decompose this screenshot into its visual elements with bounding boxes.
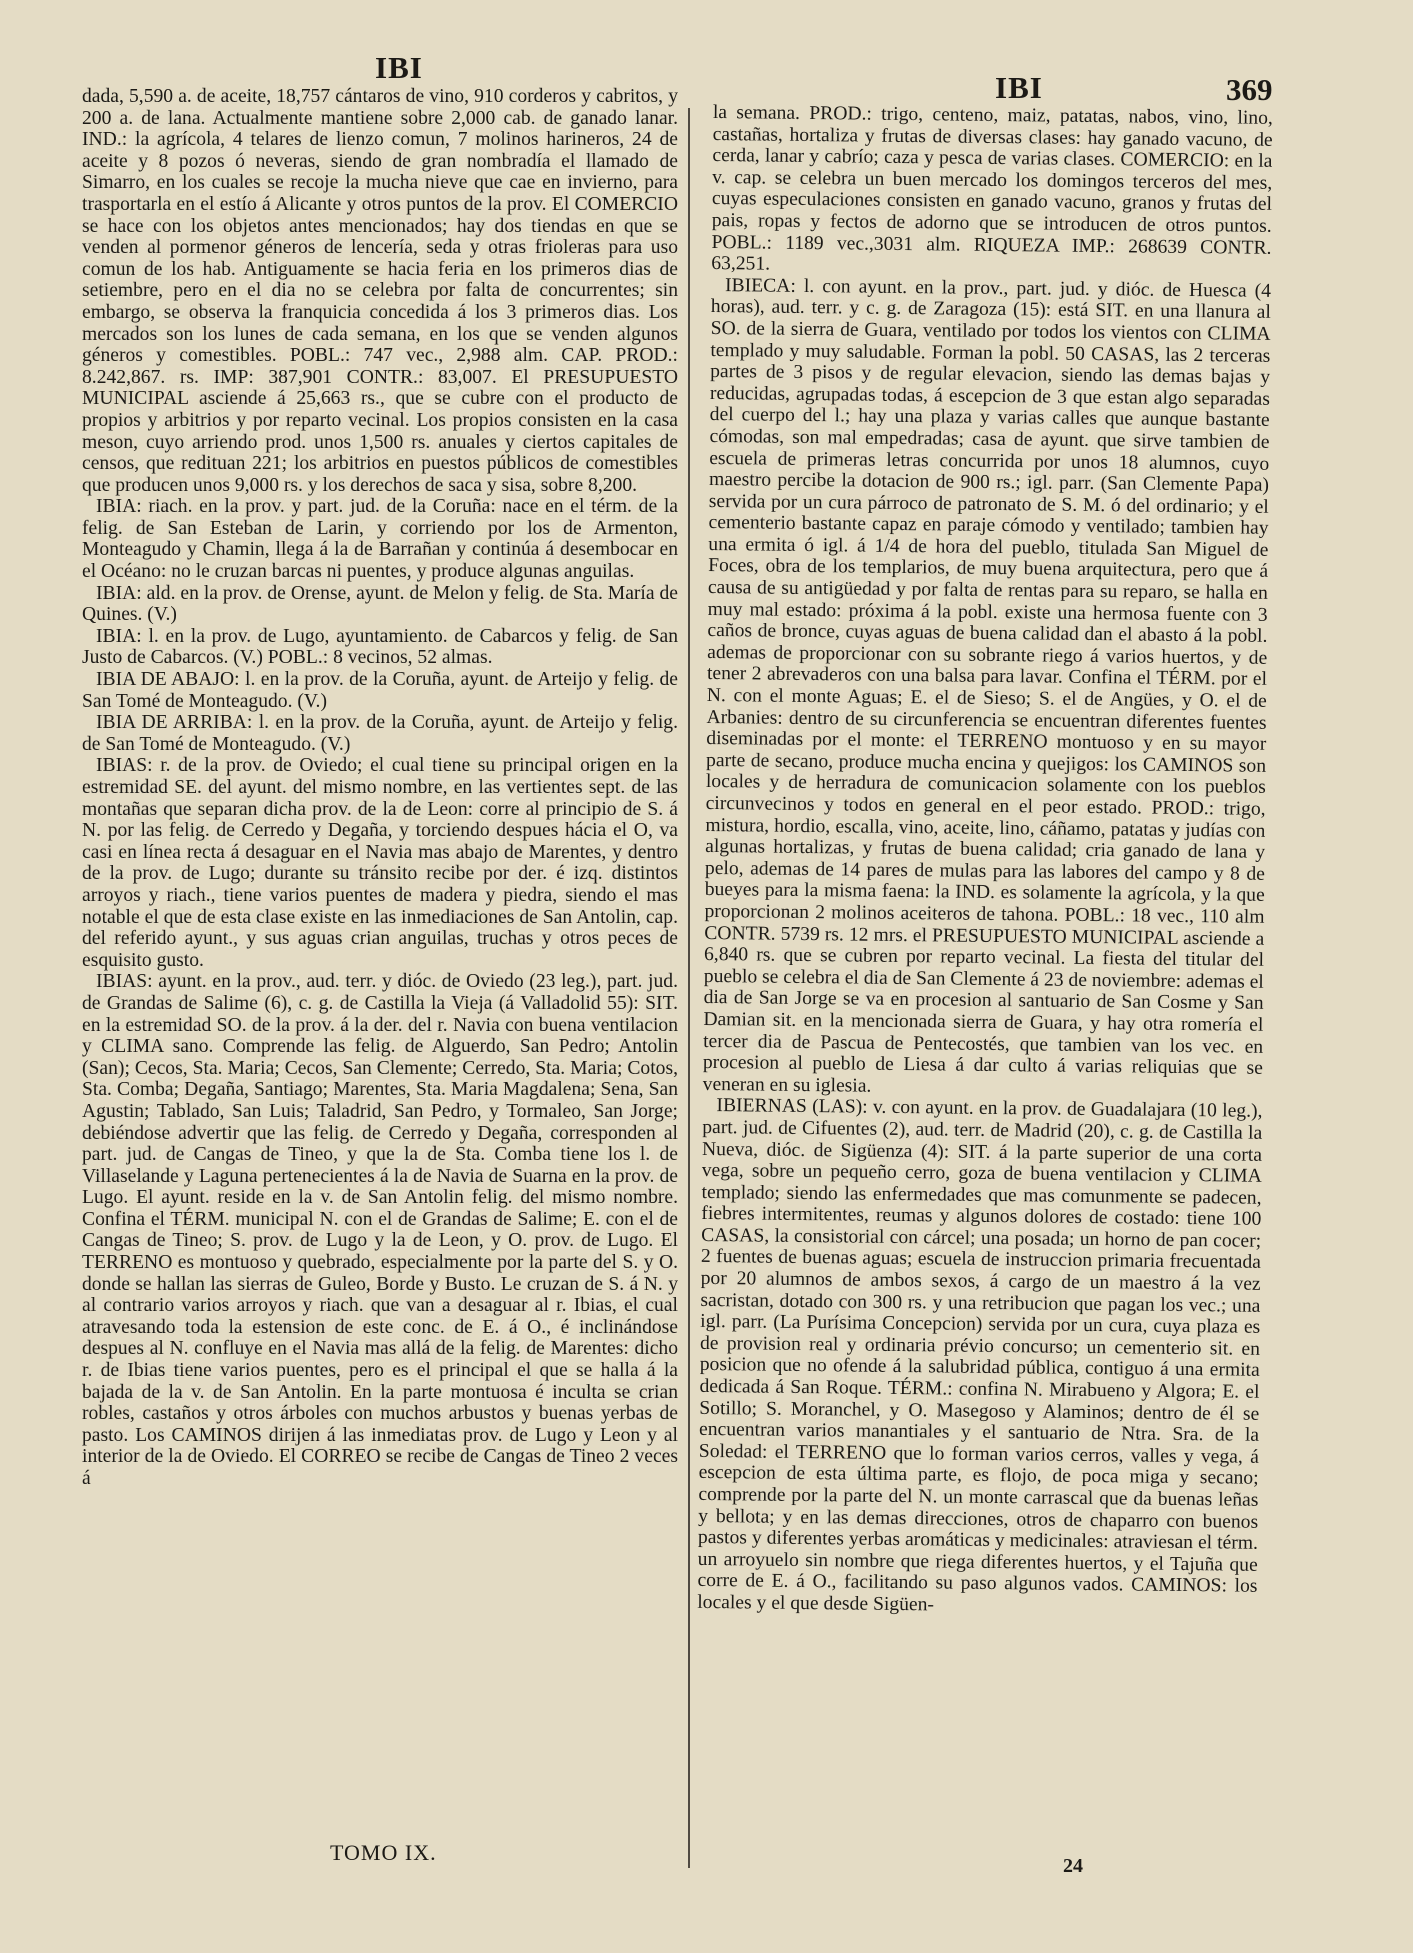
- running-head-right: IBI: [995, 70, 1043, 105]
- running-head-left: IBI: [375, 50, 423, 85]
- entry-paragraph: IBIAS: ayunt. en la prov., aud. terr. y dióc. de Oviedo (23 leg.), part. jud. de Grandas de Salime (6), c. g. de Castilla la Vieja (á Valladolid 55): SIT. en la estremidad SO. de la prov. á la der. del r. Navia con buena ventilacion y CLIMA sano. Comprende las felig. de Alguerdo, San Pedro; Antolin (San); Cecos, Sta. Maria; Cecos, San Clemente; Cerredo, Sta. Maria; Cotos, Sta. Comba; Degaña, Santiago; Marentes, Sta. Maria Magdalena; Sena, San Agustin; Tablado, San Luis; Taladrid, San Pedro, y Tormaleo, San Jorge; debiéndose advertir que las felig. de Cerredo y Degaña, corresponden al part. jud. de Cangas de Tineo, y que la de Sta. Comba tiene los l. de Villaselande y Laguna pertenecientes á la de Navia de Suarna en la prov. de Lugo. El ayunt. reside en la v. de San Antolin felig. del mismo nombre. Confina el TÉRM. municipal N. con el de Grandas de Salime; E. con el de Cangas de Tineo; S. prov. de Lugo y la de Leon, y O. prov. de Lugo. El TERRENO es montuoso y quebrado, especialmente por la parte del S. y O. donde se hallan las sierras de Guleo, Borde y Busto. Le cruzan de S. á N. y al contrario varios arroyos y riach. que van a desaguar al r. Ibias, el cual atravesando toda la estension de este conc. de E. á O., é inclinándose despues al N. confluye en el Navia mas allá de la felig. de Marentes: dicho r. de Ibias tiene varios puentes, pero es el principal el que se halla á la bajada de la v. de San Antolin. En la parte montuosa é inculta se crian robles, castaños y otros árboles con muchos arbustos y buenas yerbas de pasto. Los CAMINOS dirijen á las inmediatas prov. de Lugo y Leon y al interior de la de Oviedo. El CORREO se recibe de Cangas de Tineo 2 veces á: [82, 971, 678, 1489]
- signature-mark: 24: [1063, 1855, 1083, 1877]
- entry-paragraph: IBIA DE ARRIBA: l. en la prov. de la Coruña, ayunt. de Arteijo y felig. de San Tomé de Monteagudo. (V.): [82, 712, 678, 755]
- column-divider: [688, 108, 690, 1868]
- entry-paragraph: la semana. PROD.: trigo, centeno, maiz, patatas, nabos, vino, lino, castañas, hortaliza y frutas de diversas clases: hay ganado vacuno, de cerda, lanar y cabrío; caza y pesca de varias clases. COMERCIO: en la v. cap. se celebra un buen mercado los domingos terceros del mes, cuyas especulaciones consisten en ganado vacuno, granos y frutas del pais, ropas y fectos de adorno que se introducen de otros puntos. POBL.: 1189 vec.,3031 alm. RIQUEZA IMP.: 268639 CONTR. 63,251.: [711, 102, 1273, 275]
- entry-paragraph: IBIA: l. en la prov. de Lugo, ayuntamiento. de Cabarcos y felig. de San Justo de Cabarcos. (V.) POBL.: 8 vecinos, 52 almas.: [82, 625, 678, 669]
- page-number: 369: [1226, 72, 1273, 107]
- entry-paragraph: IBIERNAS (LAS): v. con ayunt. en la prov. de Guadalajara (10 leg.), part. jud. de Cifuentes (2), aud. terr. de Madrid (20), c. g. de Castilla la Nueva, dióc. de Sigüenza (4): SIT. á la parte superior de una corta vega, sobre un pequeño cerro, goza de buena ventilacion y CLIMA templado; siendo las enfermedades que mas comunmente se padecen, fiebres intermitentes, reumas y algunos dolores de costado: tiene 100 CASAS, la consistorial con cárcel; una posada; un horno de pan cocer; 2 fuentes de buenas aguas; escuela de instruccion primaria frecuentada por 20 alumnos de ambos sexos, á cargo de un maestro á la vez sacristan, dotado con 300 rs. y una retribucion que pagan los vec.; una igl. parr. (La Purísima Concepcion) servida por un cura, cuya plaza es de provision real y ordinaria prévio concurso; un cementerio sit. en posicion que no ofende á la salubridad pública, contiguo á una ermita dedicada á San Roque. TÉRM.: confina N. Mirabueno y Algora; E. el Sotillo; S. Moranchel, y O. Masegoso y Alaminos; dentro de él se encuentran varios manantiales y el santuario de Ntra. Sra. de la Soledad: el TERRENO que lo forman varios cerros, valles y vega, á escepcion de esta última parte, es flojo, de poca miga y secano; comprende por la parte del N. un monte carrascal que da buenas leñas y bellota; y en las demas direcciones, otros de chaparro con buenos pastos y diferentes yerbas aromáticas y medicinales: atraviesan el térm. un arroyuelo sin nombre que riega diferentes huertos, y el Tajuña que corre de E. á O., facilitando su paso algunos vados. CAMINOS: los locales y el que desde Sigüen-: [697, 1095, 1263, 1616]
- entry-paragraph: IBIECA: l. con ayunt. en la prov., part. jud. y dióc. de Huesca (4 horas), aud. terr. y c. g. de Zaragoza (15): está SIT. en una llanura al SO. de la sierra de Guara, ventilado por todos los vientos con CLIMA templado y muy saludable. Forman la pobl. 50 CASAS, las 2 terceras partes de 3 pisos y de regular elevacion, siendo las demas bajas y reducidas, agrupadas todas, á escepcion de 3 que estan algo separadas del cuerpo del l.; hay una plaza y varias calles que aunque bastante cómodas, son mal empedradas; casa de ayunt. que sirve tambien de escuela de primeras letras concurrida por unos 18 alumnos, cuyo maestro percibe la dotacion de 900 rs.; igl. parr. (San Clemente Papa) servida por un cura párroco de patronato de S. M. ó del ordinario; y el cementerio bastante capaz en paraje cómodo y ventilado; tambien hay una ermita ó igl. á 1/4 de hora del pueblo, titulada San Miguel de Foces, obra de los templarios, de muy buena arquitectura, pero que á causa de su antigüedad y por falta de rentas para su reparo, se halla en muy mal estado: próxima á la pobl. existe una hermosa fuente con 3 caños de bronce, cuyas aguas de buena calidad dan el abasto á la pobl. ademas de proporcionar con su sobrante riego á varios huertos, y de tener 2 abrevaderos con una balsa para lavar. Confina el TÉRM. por el N. con el monte Aguas; E. el de Sieso; S. el de Angües, y O. el de Arbanies: dentro de su circunferencia se encuentran diferentes fuentes diseminadas por el monte: el TERRENO montuoso y en su mayor parte de secano, produce mucha encina y quejigos: los CAMINOS son locales y de herradura de comunicacion solamente con los pueblos circunvecinos y todos en general en el peor estado. PROD.: trigo, mistura, hordio, escalla, vino, aceite, lino, cáñamo, patatas y judías con algunas hortalizas, y frutas de buena calidad; cria ganado de lana y pelo, ademas de 14 pares de mulas para las labores del campo y 8 de bueyes para la misma faena: la IND. es solamente la agrícola, y la que proporcionan 2 molinos aceiteros de tahona. POBL.: 18 vec., 110 alm CONTR. 5739 rs. 12 mrs. el PRESUPUESTO MUNICIPAL asciende a 6,840 rs. que se cubren por reparto vecinal. La fiesta del titular del pueblo se celebra el dia de San Clemente á 23 de noviembre: ademas el dia de San Jorge se va en procesion al santuario de San Cosme y San Damian sit. en la mencionada sierra de Guara, y hay otra romería el tercer dia de Pascua de Pentecostés, que tambien van los vec. en procesion al pueblo de Liesa á dar culto á varias reliquias que se veneran en su iglesia.: [702, 274, 1272, 1097]
- entry-paragraph: dada, 5,590 a. de aceite, 18,757 cántaros de vino, 910 corderos y cabritos, y 200 a. de lana. Actualmente mantiene sobre 2,000 cab. de ganado lanar. IND.: la agrícola, 4 telares de lienzo comun, 7 molinos harineros, 24 de aceite y 8 pozos ó neveras, siendo de gran nombradía el llamado de Simarro, en los cuales se recoje la mucha nieve que cae en invierno, para trasportarla en el estío á Alicante y otros puntos de la prov. El COMERCIO se hace con los objetos antes mencionados; hay dos tiendas en que se venden al pormenor géneros de lencería, seda y otras frioleras para uso comun de los hab. Antiguamente se hacia feria en los primeros dias de setiembre, pero en el dia no se celebra por falta de concurrentes; sin embargo, se observa la franquicia concedida á los 3 primeros dias. Los mercados son los lunes de cada semana, en los que se venden algunos géneros y comestibles. POBL.: 747 vec., 2,988 alm. CAP. PROD.: 8.242,867. rs. IMP: 387,901 CONTR.: 83,007. El PRESUPUESTO MUNICIPAL asciende á 25,663 rs., que se cubre con el producto de propios y arbitrios y por reparto vecinal. Los propios consisten en la casa meson, cuyo arriendo prod. unos 1,500 rs. anuales y ciertos capitales de censos, que redituan 221; los arbitrios en puestos públicos de comestibles que producen unos 9,000 rs. y los derechos de saca y sisa, sobre 8,200.: [82, 86, 678, 496]
- entry-paragraph: IBIA: riach. en la prov. y part. jud. de la Coruña: nace en el térm. de la felig. de San Esteban de Larin, y corriendo por los de Armenton, Monteagudo y Chamin, llega á la de Barrañan y continúa á desembocar en el Océano: no le cruzan barcas ni puentes, y produce algunas anguilas.: [82, 496, 678, 583]
- left-column: [82, 86, 678, 1876]
- entry-paragraph: IBIAS: r. de la prov. de Oviedo; el cual tiene su principal origen en la estremidad SE. del ayunt. del mismo nombre, en las vertientes sept. de las montañas que separan dicha prov. de la de Leon: corre al principio de S. á N. por las felig. de Cerredo y Degaña, y torciendo despues hácia el O, va casi en línea recta á desaguar en el Navia mas abajo de Marentes, y dentro de la prov. de Lugo; durante su tránsito recibe por der. é izq. distintos arroyos y riach., tiene varios puentes de madera y piedra, siendo el mas notable el que de esta clase existe en las inmediaciones de San Antolin, cap. del referido ayunt., y sus aguas crian anguilas, truchas y otros peces de esquisito gusto.: [82, 755, 678, 971]
- entry-paragraph: IBIA: ald. en la prov. de Orense, ayunt. de Melon y felig. de Sta. María de Quines. (V.): [82, 582, 678, 626]
- entry-paragraph: IBIA DE ABAJO: l. en la prov. de la Coruña, ayunt. de Arteijo y felig. de San Tomé de Monteagudo. (V.): [82, 669, 678, 712]
- volume-footer: TOMO IX.: [330, 1840, 437, 1865]
- right-column: [694, 102, 1273, 1888]
